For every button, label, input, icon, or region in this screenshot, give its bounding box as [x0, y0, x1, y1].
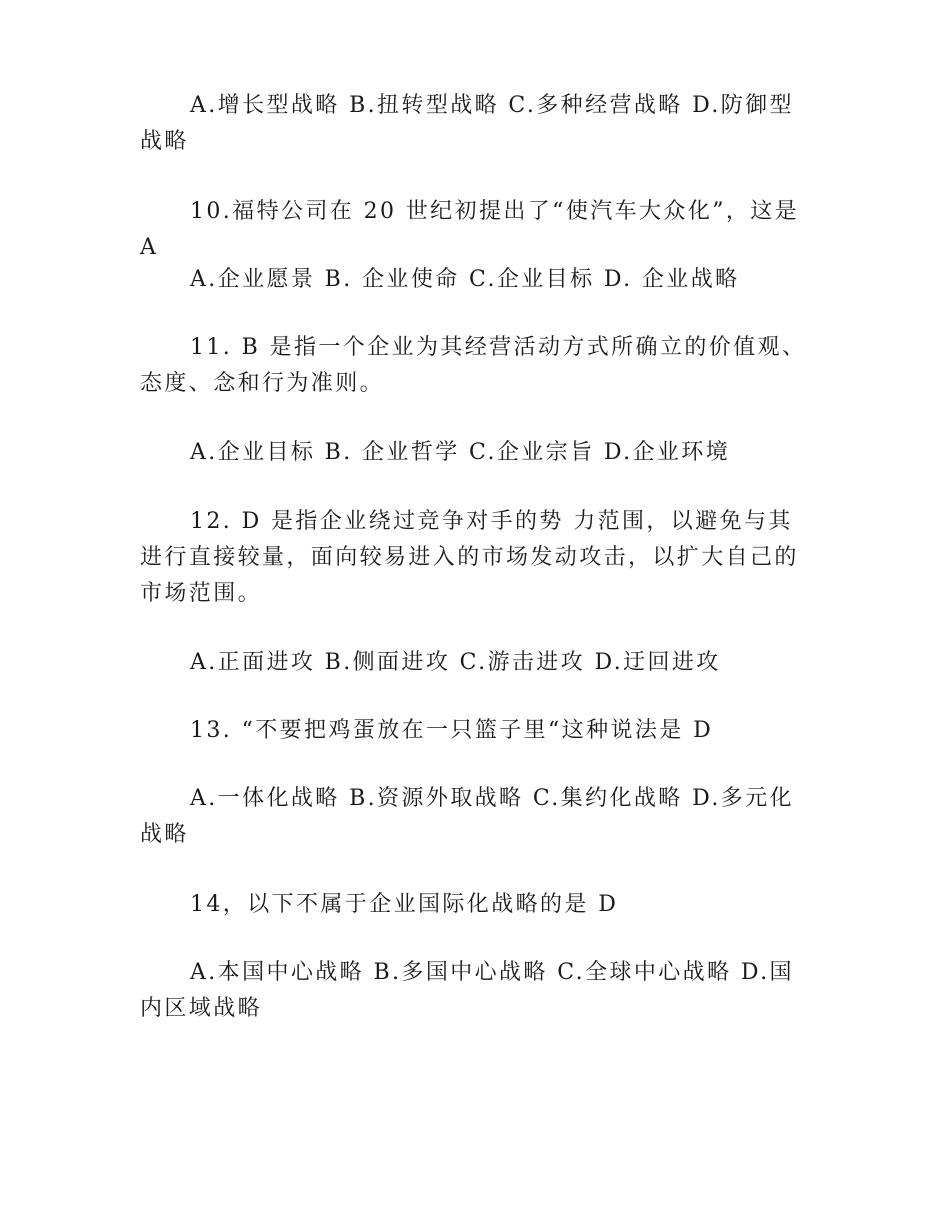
question-10: 10.福特公司在 20 世纪初提出了“使汽车大众化”，这是 A	[140, 199, 800, 260]
options-q14: A.本国中心战略 B.多国中心战略 C.全球中心战略 D.国内区域战略	[140, 960, 794, 1021]
options-q11: A.企业目标 B. 企业哲学 C.企业宗旨 D.企业环境	[190, 440, 731, 465]
question-11: 11. B 是指一个企业为其经营活动方式所确立的价值观、态度、念和行为准则。	[140, 335, 807, 396]
options-q12: A.正面进攻 B.侧面进攻 C.游击进攻 D.迂回进攻	[190, 650, 721, 675]
options-q10: A.企业愿景 B. 企业使命 C.企业目标 D. 企业战略	[190, 267, 740, 292]
options-q9: A.增长型战略 B.扭转型战略 C.多种经营战略 D.防御型战略	[140, 93, 794, 154]
options-q13: A.一体化战略 B.资源外取战略 C.集约化战略 D.多元化战略	[140, 786, 794, 847]
question-13: 13. “不要把鸡蛋放在一只篮子里“这种说法是 D	[190, 718, 714, 743]
question-12: 12. D 是指企业绕过竞争对手的势 力范围，以避免与其进行直接较量，面向较易进入的市场发动攻击，以扩大自己的市场范围。	[140, 509, 799, 606]
question-14: 14，以下不属于企业国际化战略的是 D	[190, 892, 619, 917]
